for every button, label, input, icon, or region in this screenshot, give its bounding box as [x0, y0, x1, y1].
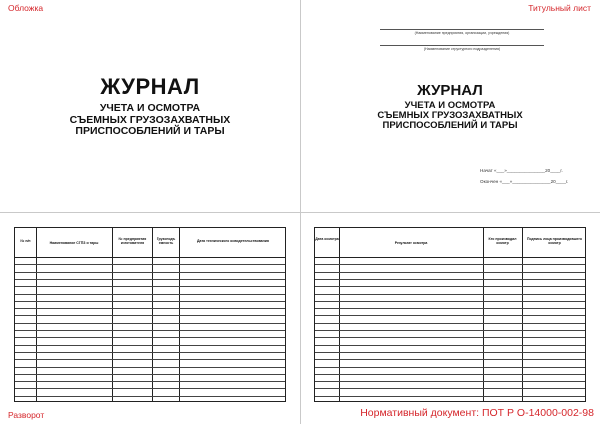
header-inspection-date: Дата технического освидетельствования — [197, 239, 269, 243]
table-row-rule — [315, 374, 585, 375]
header-manufacturer-number: № предприятия изготовителя — [118, 237, 147, 246]
organization-line — [380, 29, 544, 30]
table-row-rule — [15, 345, 285, 346]
normative-label: Нормативный документ: ПОТ Р О-14000-002-98 — [360, 407, 594, 419]
table-row-rule — [315, 264, 585, 265]
table-row-rule — [315, 308, 585, 309]
cover-title: ЖУРНАЛ — [100, 74, 200, 99]
table-row-rule — [15, 294, 285, 295]
header-capacity: Грузоподъ емность — [156, 237, 176, 246]
title-page-title: ЖУРНАЛ — [417, 82, 483, 99]
table-row-rule — [15, 381, 285, 382]
finished-date: Окончен «___»_______________20____г. — [480, 179, 569, 184]
cover-subtitle-line: СЪЕМНЫХ ГРУЗОЗАХВАТНЫХ — [69, 113, 231, 126]
table-row-rule — [15, 279, 285, 280]
table-row-rule — [15, 308, 285, 309]
table-row-rule — [15, 286, 285, 287]
header-inspection-date: Дата осмотра — [315, 237, 339, 241]
header-item-name: Наименование СГПЗ и тары — [49, 241, 99, 245]
table-row-rule — [315, 279, 585, 280]
table-row-rule — [315, 272, 585, 273]
table-row-rule — [15, 337, 285, 338]
table-row-rule — [15, 264, 285, 265]
table-row-rule — [15, 323, 285, 324]
table-row-rule — [315, 396, 585, 397]
table-row-rule — [315, 323, 585, 324]
table-row-rule — [15, 359, 285, 360]
department-caption: (Наименование структурного подразделения) — [423, 47, 501, 51]
table-row-rule — [315, 286, 585, 287]
header-signature: Подпись лица производившего осмотр — [526, 237, 583, 246]
table-row-rule — [15, 272, 285, 273]
table-row-rule — [315, 367, 585, 368]
table-row-rule — [15, 315, 285, 316]
right-log-table — [314, 227, 586, 402]
table-row-rule — [15, 367, 285, 368]
table-row-rule — [15, 301, 285, 302]
table-row-rule — [315, 381, 585, 382]
spread-label: Разворот — [8, 410, 45, 420]
header-inspector: Кто производил осмотр — [488, 237, 517, 246]
table-row-rule — [15, 396, 285, 397]
table-row-rule — [315, 388, 585, 389]
table-row-rule — [15, 352, 285, 353]
table-row-rule — [315, 352, 585, 353]
header-number: № п/п — [20, 239, 31, 243]
table-row-rule — [15, 374, 285, 375]
table-row-rule — [315, 294, 585, 295]
table-row-rule — [315, 330, 585, 331]
title-page-subtitle-line: СЪЕМНЫХ ГРУЗОЗАХВАТНЫХ — [377, 110, 523, 121]
table-row-rule — [315, 315, 585, 316]
table-row-rule — [15, 330, 285, 331]
header-separator — [15, 257, 285, 258]
horizontal-divider — [0, 212, 600, 213]
organization-caption: (Наименование предприятия, организации, учреждения) — [414, 31, 510, 35]
table-row-rule — [315, 359, 585, 360]
title-page-label: Титульный лист — [528, 3, 591, 13]
table-row-rule — [15, 388, 285, 389]
left-log-table — [14, 227, 286, 402]
title-page-subtitle — [300, 101, 600, 131]
table-row-rule — [315, 301, 585, 302]
cover-subtitle — [0, 103, 300, 138]
cover-subtitle-line: ПРИСПОСОБЛЕНИЙ И ТАРЫ — [75, 125, 225, 137]
header-inspection-result: Результат осмотра — [394, 241, 428, 245]
table-row-rule — [315, 337, 585, 338]
started-date: Начат «___»_______________20____г. — [480, 168, 563, 173]
header-separator — [315, 257, 585, 258]
table-row-rule — [315, 345, 585, 346]
cover-subtitle-line: УЧЕТА И ОСМОТРА — [99, 102, 201, 114]
title-page-subtitle-line: ПРИСПОСОБЛЕНИЙ И ТАРЫ — [382, 120, 518, 131]
title-page-subtitle-line: УЧЕТА И ОСМОТРА — [404, 100, 496, 111]
department-line — [380, 45, 544, 46]
cover-label: Обложка — [8, 3, 44, 13]
